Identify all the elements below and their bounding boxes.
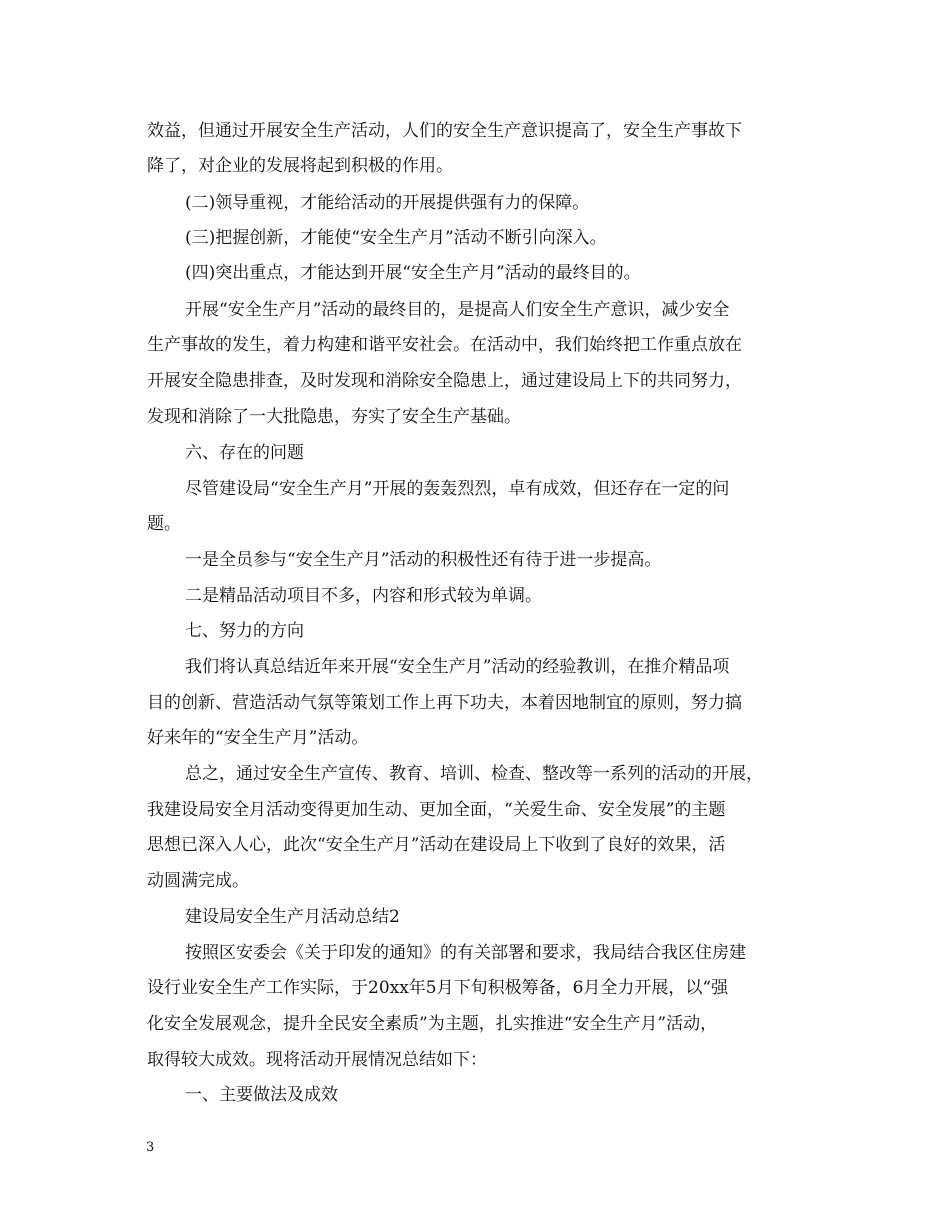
body-line-26: 化安全发展观念，提升全民安全素质”为主题，扎实推进“安全生产月”活动，: [147, 1014, 718, 1034]
body-line-16: 我们将认真总结近年来开展“安全生产月”活动的经验教训，在推介精品项: [185, 657, 730, 677]
body-line-8: 开展安全隐患排查，及时发现和消除安全隐患上，通过建设局上下的共同努力，: [147, 371, 742, 391]
body-line-9: 发现和消除了一大批隐患，夯实了安全生产基础。: [147, 407, 521, 427]
page-number: 3: [146, 1140, 155, 1155]
body-line-17: 目的创新、营造活动气氛等策划工作上再下功夫，本着因地制宜的原则，努力搞: [147, 693, 742, 713]
body-line-11: 尽管建设局“安全生产月”开展的轰轰烈烈，卓有成效，但还存在一定的问: [185, 479, 730, 499]
body-line-14: 二是精品活动项目不多，内容和形式较为单调。: [185, 586, 542, 606]
body-line-21: 思想已深入人心，此次“安全生产月”活动在建设局上下收到了良好的效果，活: [147, 835, 726, 855]
summary-title-2: 建设局安全生产月活动总结2: [185, 907, 400, 927]
body-line-19: 总之，通过安全生产宣传、教育、培训、检查、整改等一系列的活动的开展，: [185, 764, 763, 784]
body-line-5: (四)突出重点，才能达到开展“安全生产月”活动的最终目的。: [185, 263, 641, 283]
body-line-12: 题。: [147, 514, 181, 534]
body-line-25: 设行业安全生产工作实际，于20xx年5月下旬积极筹备，6月全力开展，以“强: [147, 978, 729, 998]
body-line-24: 按照区安委会《关于印发的通知》的有关部署和要求，我局结合我区住房建: [185, 943, 746, 963]
body-line-7: 生产事故的发生，着力构建和谐平安社会。在活动中，我们始终把工作重点放在: [147, 335, 742, 355]
body-line-22: 动圆满完成。: [147, 871, 249, 891]
body-line-18: 好来年的“安全生产月”活动。: [147, 728, 369, 748]
body-line-1: 效益，但通过开展安全生产活动，人们的安全生产意识提高了，安全生产事故下: [147, 121, 742, 141]
body-line-3: (二)领导重视，才能给活动的开展提供强有力的保障。: [185, 193, 590, 213]
body-line-13: 一是全员参与“安全生产月”活动的积极性还有待于进一步提高。: [185, 550, 662, 570]
body-line-27: 取得较大成效。现将活动开展情况总结如下：: [147, 1050, 487, 1070]
body-line-2: 降了，对企业的发展将起到积极的作用。: [147, 156, 453, 176]
body-line-6: 开展“安全生产月”活动的最终目的，是提高人们安全生产意识，减少安全: [185, 300, 730, 320]
section-heading-one: 一、主要做法及成效: [185, 1085, 338, 1105]
body-line-20: 我建设局安全月活动变得更加生动、更加全面，“关爱生命、安全发展”的主题: [147, 800, 726, 820]
body-line-4: (三)把握创新，才能使“安全生产月”活动不断引向深入。: [185, 228, 607, 248]
section-heading-six: 六、存在的问题: [185, 443, 304, 463]
section-heading-seven: 七、努力的方向: [185, 621, 304, 641]
